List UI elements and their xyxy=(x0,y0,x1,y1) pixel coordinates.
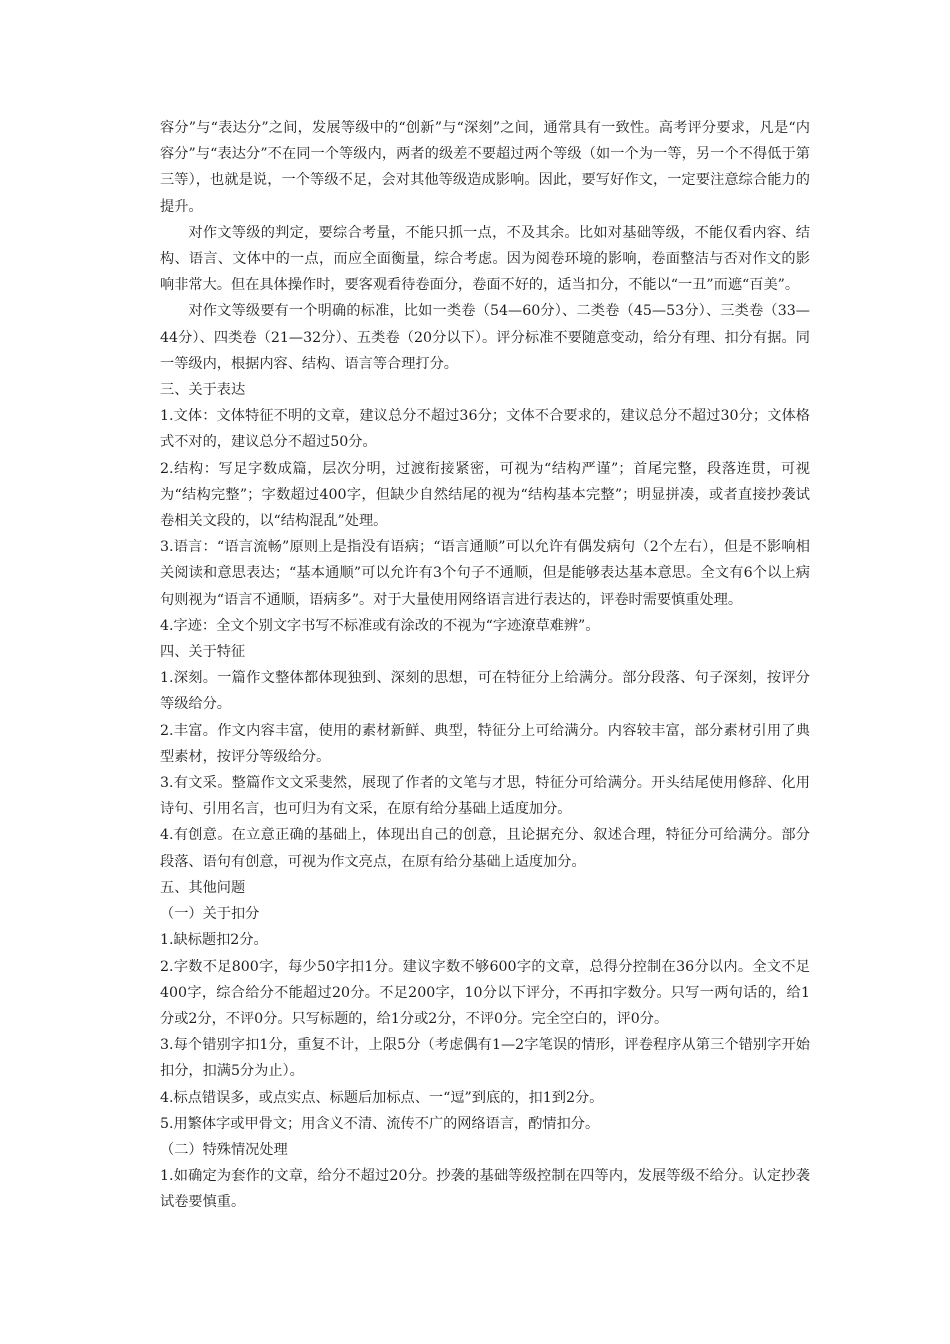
subsection-heading: （一）关于扣分 xyxy=(160,906,260,923)
paragraph: 对作文等级要有一个明确的标准，比如一类卷（54—60分）、二类卷（45—53分）、三类卷（33—44分）、四类卷（21—32分）、五类卷（20分以下）。评分标准不要随意变动，给分有理、扣分有据。同一等级内，根据内容、结构、语言等合理打分。 xyxy=(160,303,810,372)
list-item: 3.每个错别字扣1分，重复不计，上限5分（考虑偶有1—2字笔误的情形，评卷程序从第三个错别字开始扣分，扣满5分为止）。 xyxy=(160,1037,810,1080)
section-heading: 五、其他问题 xyxy=(160,879,246,896)
list-item: 1.深刻。一篇作文整体都体现独到、深刻的思想，可在特征分上给满分。部分段落、句子深刻，按评分等级给分。 xyxy=(160,670,810,713)
list-item: 4.标点错误多，或点实点、标题后加标点、一“逗”到底的，扣1到2分。 xyxy=(160,1089,604,1106)
section-heading: 三、关于表达 xyxy=(160,382,246,399)
list-item: 2.字数不足800字，每少50字扣1分。建议字数不够600字的文章，总得分控制在36分以内。全文不足400字，综合给分不能超过20分。不足200字，10分以下评分，不再扣字数分。只写一两句话的，给1分或2分，不评0分。只写标题的，给1分或2分，不评0分。完全空白的，评0分。 xyxy=(160,958,810,1027)
list-item: 1.如确定为套作的文章，给分不超过20分。抄袭的基础等级控制在四等内，发展等级不给分。认定抄袭试卷要慎重。 xyxy=(160,1168,810,1211)
section-heading: 四、关于特征 xyxy=(160,644,246,661)
list-item: 3.有文采。整篇作文文采斐然，展现了作者的文笔与才思，特征分可给满分。开头结尾使用修辞、化用诗句、引用名言，也可归为有文采，在原有给分基础上适度加分。 xyxy=(160,775,810,818)
list-item: 4.有创意。在立意正确的基础上，体现出自己的创意，且论据充分、叙述合理，特征分可给满分。部分段落、语句有创意，可视为作文亮点，在原有给分基础上适度加分。 xyxy=(160,827,810,870)
paragraph: 容分”与“表达分”之间，发展等级中的“创新”与“深刻”之间，通常具有一致性。高考评分要求，凡是“内容分”与“表达分”不在同一个等级内，两者的级差不要超过两个等级（如一个为一等，另一个不得低于第三等），也就是说，一个等级不足，会对其他等级造成影响。因此，要写好作文，一定要注意综合能力的提升。 xyxy=(160,120,810,215)
list-item: 3.语言：“语言流畅”原则上是指没有语病；“语言通顺”可以允许有偶发病句（2个左右），但是不影响相关阅读和意思表达；“基本通顺”可以允许有3个句子不通顺，但是能够表达基本意思。全文有6个以上病句则视为“语言不通顺，语病多”。对于大量使用网络语言进行表达的，评卷时需要慎重处理。 xyxy=(160,539,810,608)
list-item: 2.结构：写足字数成篇，层次分明，过渡衔接紧密，可视为“结构严谨”；首尾完整，段落连贯，可视为“结构完整”；字数超过400字，但缺少自然结尾的视为“结构基本完整”；明显拼凑，或者直接抄袭试卷相关文段的，以“结构混乱”处理。 xyxy=(160,460,810,530)
list-item: 1.缺标题扣2分。 xyxy=(160,932,268,949)
list-item: 2.丰富。作文内容丰富，使用的素材新鲜、典型，特征分上可给满分。内容较丰富，部分素材引用了典型素材，按评分等级给分。 xyxy=(160,722,810,765)
list-item: 5.用繁体字或甲骨文；用含义不清、流传不广的网络语言，酌情扣分。 xyxy=(160,1115,600,1132)
list-item: 4.字迹：全文个别文字书写不标准或有涂改的不视为“字迹潦草难辨”。 xyxy=(160,617,600,634)
document-body xyxy=(160,115,810,1216)
paragraph: 对作文等级的判定，要综合考量，不能只抓一点，不及其余。比如对基础等级，不能仅看内容、结构、语言、文体中的一点，而应全面衡量，综合考虑。因为阅卷环境的影响，卷面整洁与否对作文的影响非常大。但在具体操作时，要客观看待卷面分，卷面不好的，适当扣分，不能以“一丑”而遮“百美”。 xyxy=(160,224,810,294)
list-item: 1.文体：文体特征不明的文章，建议总分不超过36分；文体不合要求的，建议总分不超过30分；文体格式不对的，建议总分不超过50分。 xyxy=(160,408,810,451)
subsection-heading: （二）特殊情况处理 xyxy=(160,1141,288,1158)
